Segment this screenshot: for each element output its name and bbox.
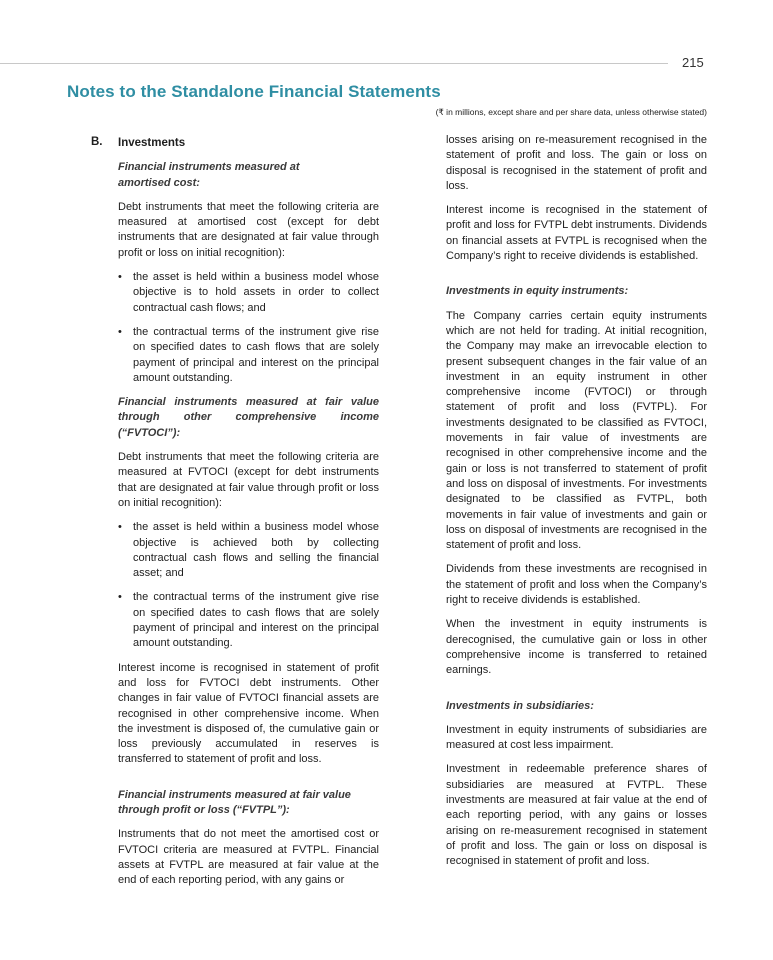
paragraph: Dividends from these investments are recognised in the statement of profit and loss when the Company’s right to receive dividends is established. [446, 563, 707, 607]
paragraph: losses arising on re-measurement recognised in the statement of profit and loss. The gain or loss on disposal is recognised in the statement of profit and loss. [446, 134, 707, 192]
paragraph: Interest income is recognised in the statement of profit and loss for FVTPL debt instruments. Dividends on financial assets at FVTPL is recognised when the Company’s right to receive dividends is established. [446, 204, 707, 263]
paragraph: Debt instruments that meet the following criteria are measured at FVTOCI (except for debt instruments that are designated at fair value through profit or loss on initial recognition): [118, 451, 379, 509]
header-rule [0, 63, 668, 64]
heading-fvtoci: Financial instruments measured at fair value through other comprehensive income (“FVTOCI”): [118, 396, 379, 439]
heading-fvtpl: Financial instruments measured at fair value through profit or loss (“FVTPL”): [118, 788, 351, 816]
paragraph: Instruments that do not meet the amortised cost or FVTOCI criteria are measured at FVTPL. Financial assets at FVTPL are measured at fair value at the end of each reporting period, with any gains or [118, 828, 379, 887]
bullet-list [118, 270, 379, 386]
left-column [118, 136, 379, 897]
section-title: Investments [118, 137, 186, 149]
bullet-item: • the contractual terms of the instrument give rise on specified dates to cash flows that are solely payment of principal and interest on the principal amount outstanding. [118, 325, 379, 386]
heading-amortised-cost: Financial instruments measured at amortised cost: [118, 161, 300, 189]
right-column [446, 133, 707, 878]
unit-note: (₹ in millions, except share and per share data, unless otherwise stated) [435, 107, 707, 117]
paragraph: Investment in equity instruments of subsidiaries are measured at cost less impairment. [446, 723, 707, 752]
paragraph: Interest income is recognised in statement of profit and loss for FVTOCI debt instruments. Other changes in fair value of FVTOCI financial assets are recognised in other comprehensive income. When the investment is disposed of, the cumulative gain or loss previously accumulated in reserves is transferred to statement of profit and loss. [118, 661, 379, 766]
heading-subsidiaries: Investments in subsidiaries: [446, 699, 594, 712]
bullet-item: • the asset is held within a business model whose objective is achieved both by collecting contractual cash flows and selling the financial asset; and [118, 520, 379, 581]
paragraph: When the investment in equity instruments is derecognised, the cumulative gain or loss in other comprehensive income is transferred to retained earnings. [446, 618, 707, 677]
section-letter: B. [91, 136, 103, 148]
page-number: 215 [682, 55, 704, 70]
bullet-list [118, 520, 379, 651]
bullet-item: • the contractual terms of the instrument give rise on specified dates to cash flows that are solely payment of principal and interest on the principal amount outstanding. [118, 590, 379, 651]
bullet-item: • the asset is held within a business model whose objective is to hold assets in order to collect contractual cash flows; and [118, 270, 379, 316]
paragraph: Debt instruments that meet the following criteria are measured at amortised cost (except for debt instruments that are designated at fair value through profit or loss on initial recognition): [118, 200, 379, 259]
page-title: Notes to the Standalone Financial Statements [67, 82, 441, 101]
heading-equity-instruments: Investments in equity instruments: [446, 285, 629, 298]
paragraph: Investment in redeemable preference shares of subsidiaries are measured at FVTPL. These investments are measured at fair value at the end of each reporting period, with any gains or losses arising on re-measurement recognised in statement of profit and loss. The gain or loss on disposal is recognised in statement of profit and loss. [446, 763, 707, 868]
paragraph: The Company carries certain equity instruments which are not held for trading. At initial recognition, the Company may make an irrevocable election to present subsequent changes in the fair value of an investment in an equity instrument in other comprehensive income (FVTOCI) or through statement of profit and loss (FVTPL). For investments designated to be classified as FVTOCI, movements in fair value of investments are recognised in other comprehensive income and the gain or loss is not transferred to statement of profit and loss on disposal of investments. For investments designated to be classified as FVTPL, both movements in fair value of investments and gain or loss on disposal of investments are recognised in the statement of profit and loss. [446, 309, 707, 552]
